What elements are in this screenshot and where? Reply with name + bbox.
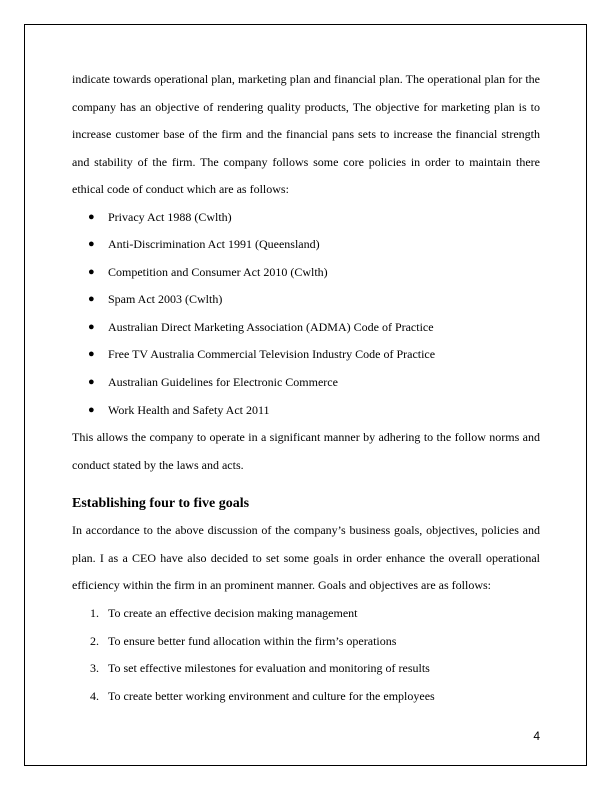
bullet-icon: ● (88, 403, 95, 416)
list-item-text: To create better working environment and culture for the employees (108, 689, 435, 704)
bullet-icon: ● (88, 348, 95, 361)
goals-list (72, 600, 540, 711)
section-heading: Establishing four to five goals (72, 496, 250, 512)
section-paragraph: In accordance to the above discussion of the company’s business goals, objectives, policies and plan. I as a CEO have also decided to set some goals in order enhance the overall operational efficiency within the firm in an prominent manner. Goals and objectives are as follows: (72, 523, 540, 593)
list-item-text: To set effective milestones for evaluation and monitoring of results (108, 661, 430, 676)
list-item-text: Work Health and Safety Act 2011 (108, 402, 270, 417)
list-item-text: Anti-Discrimination Act 1991 (Queensland) (108, 237, 320, 252)
list-item (72, 683, 540, 711)
document-body (72, 66, 540, 711)
list-item-text: Spam Act 2003 (Cwlth) (108, 292, 223, 307)
list-item-text: To create an effective decision making management (108, 605, 358, 620)
list-item (72, 600, 540, 628)
list-item (72, 628, 540, 656)
list-item (72, 259, 540, 287)
bullet-icon: ● (88, 265, 95, 278)
page-number: 4 (533, 729, 540, 743)
list-item (72, 231, 540, 259)
bullet-icon: ● (88, 320, 95, 333)
bullet-icon: ● (88, 210, 95, 223)
list-number: 3. (90, 661, 99, 676)
list-item (72, 204, 540, 232)
bullet-icon: ● (88, 376, 95, 389)
list-item (72, 397, 540, 425)
list-item (72, 341, 540, 369)
list-number: 4. (90, 689, 99, 704)
list-item (72, 314, 540, 342)
list-item-text: To ensure better fund allocation within the firm’s operations (108, 633, 397, 648)
intro-paragraph: indicate towards operational plan, marketing plan and financial plan. The operational plan for the company has an objective of rendering quality products, The objective for marketing plan is to increase customer base of the firm and the financial pans sets to increase the financial strength and stability of the firm. The company follows some core policies in order to maintain there ethical code of conduct which are as follows: (72, 72, 540, 196)
list-number: 2. (90, 633, 99, 648)
bullet-icon: ● (88, 293, 95, 306)
after-list-paragraph: This allows the company to operate in a significant manner by adhering to the follow norms and conduct stated by the laws and acts. (72, 430, 540, 472)
bullet-icon: ● (88, 238, 95, 251)
list-item (72, 655, 540, 683)
section-heading-wrap (72, 495, 540, 513)
list-item-text: Privacy Act 1988 (Cwlth) (108, 209, 232, 224)
list-item-text: Australian Guidelines for Electronic Commerce (108, 375, 338, 390)
policy-list (72, 204, 540, 425)
list-item-text: Free TV Australia Commercial Television Industry Code of Practice (108, 347, 436, 362)
list-item (72, 286, 540, 314)
list-item (72, 369, 540, 397)
list-number: 1. (90, 605, 99, 620)
list-item-text: Competition and Consumer Act 2010 (Cwlth) (108, 264, 328, 279)
list-item-text: Australian Direct Marketing Association (ADMA) Code of Practice (108, 319, 434, 334)
